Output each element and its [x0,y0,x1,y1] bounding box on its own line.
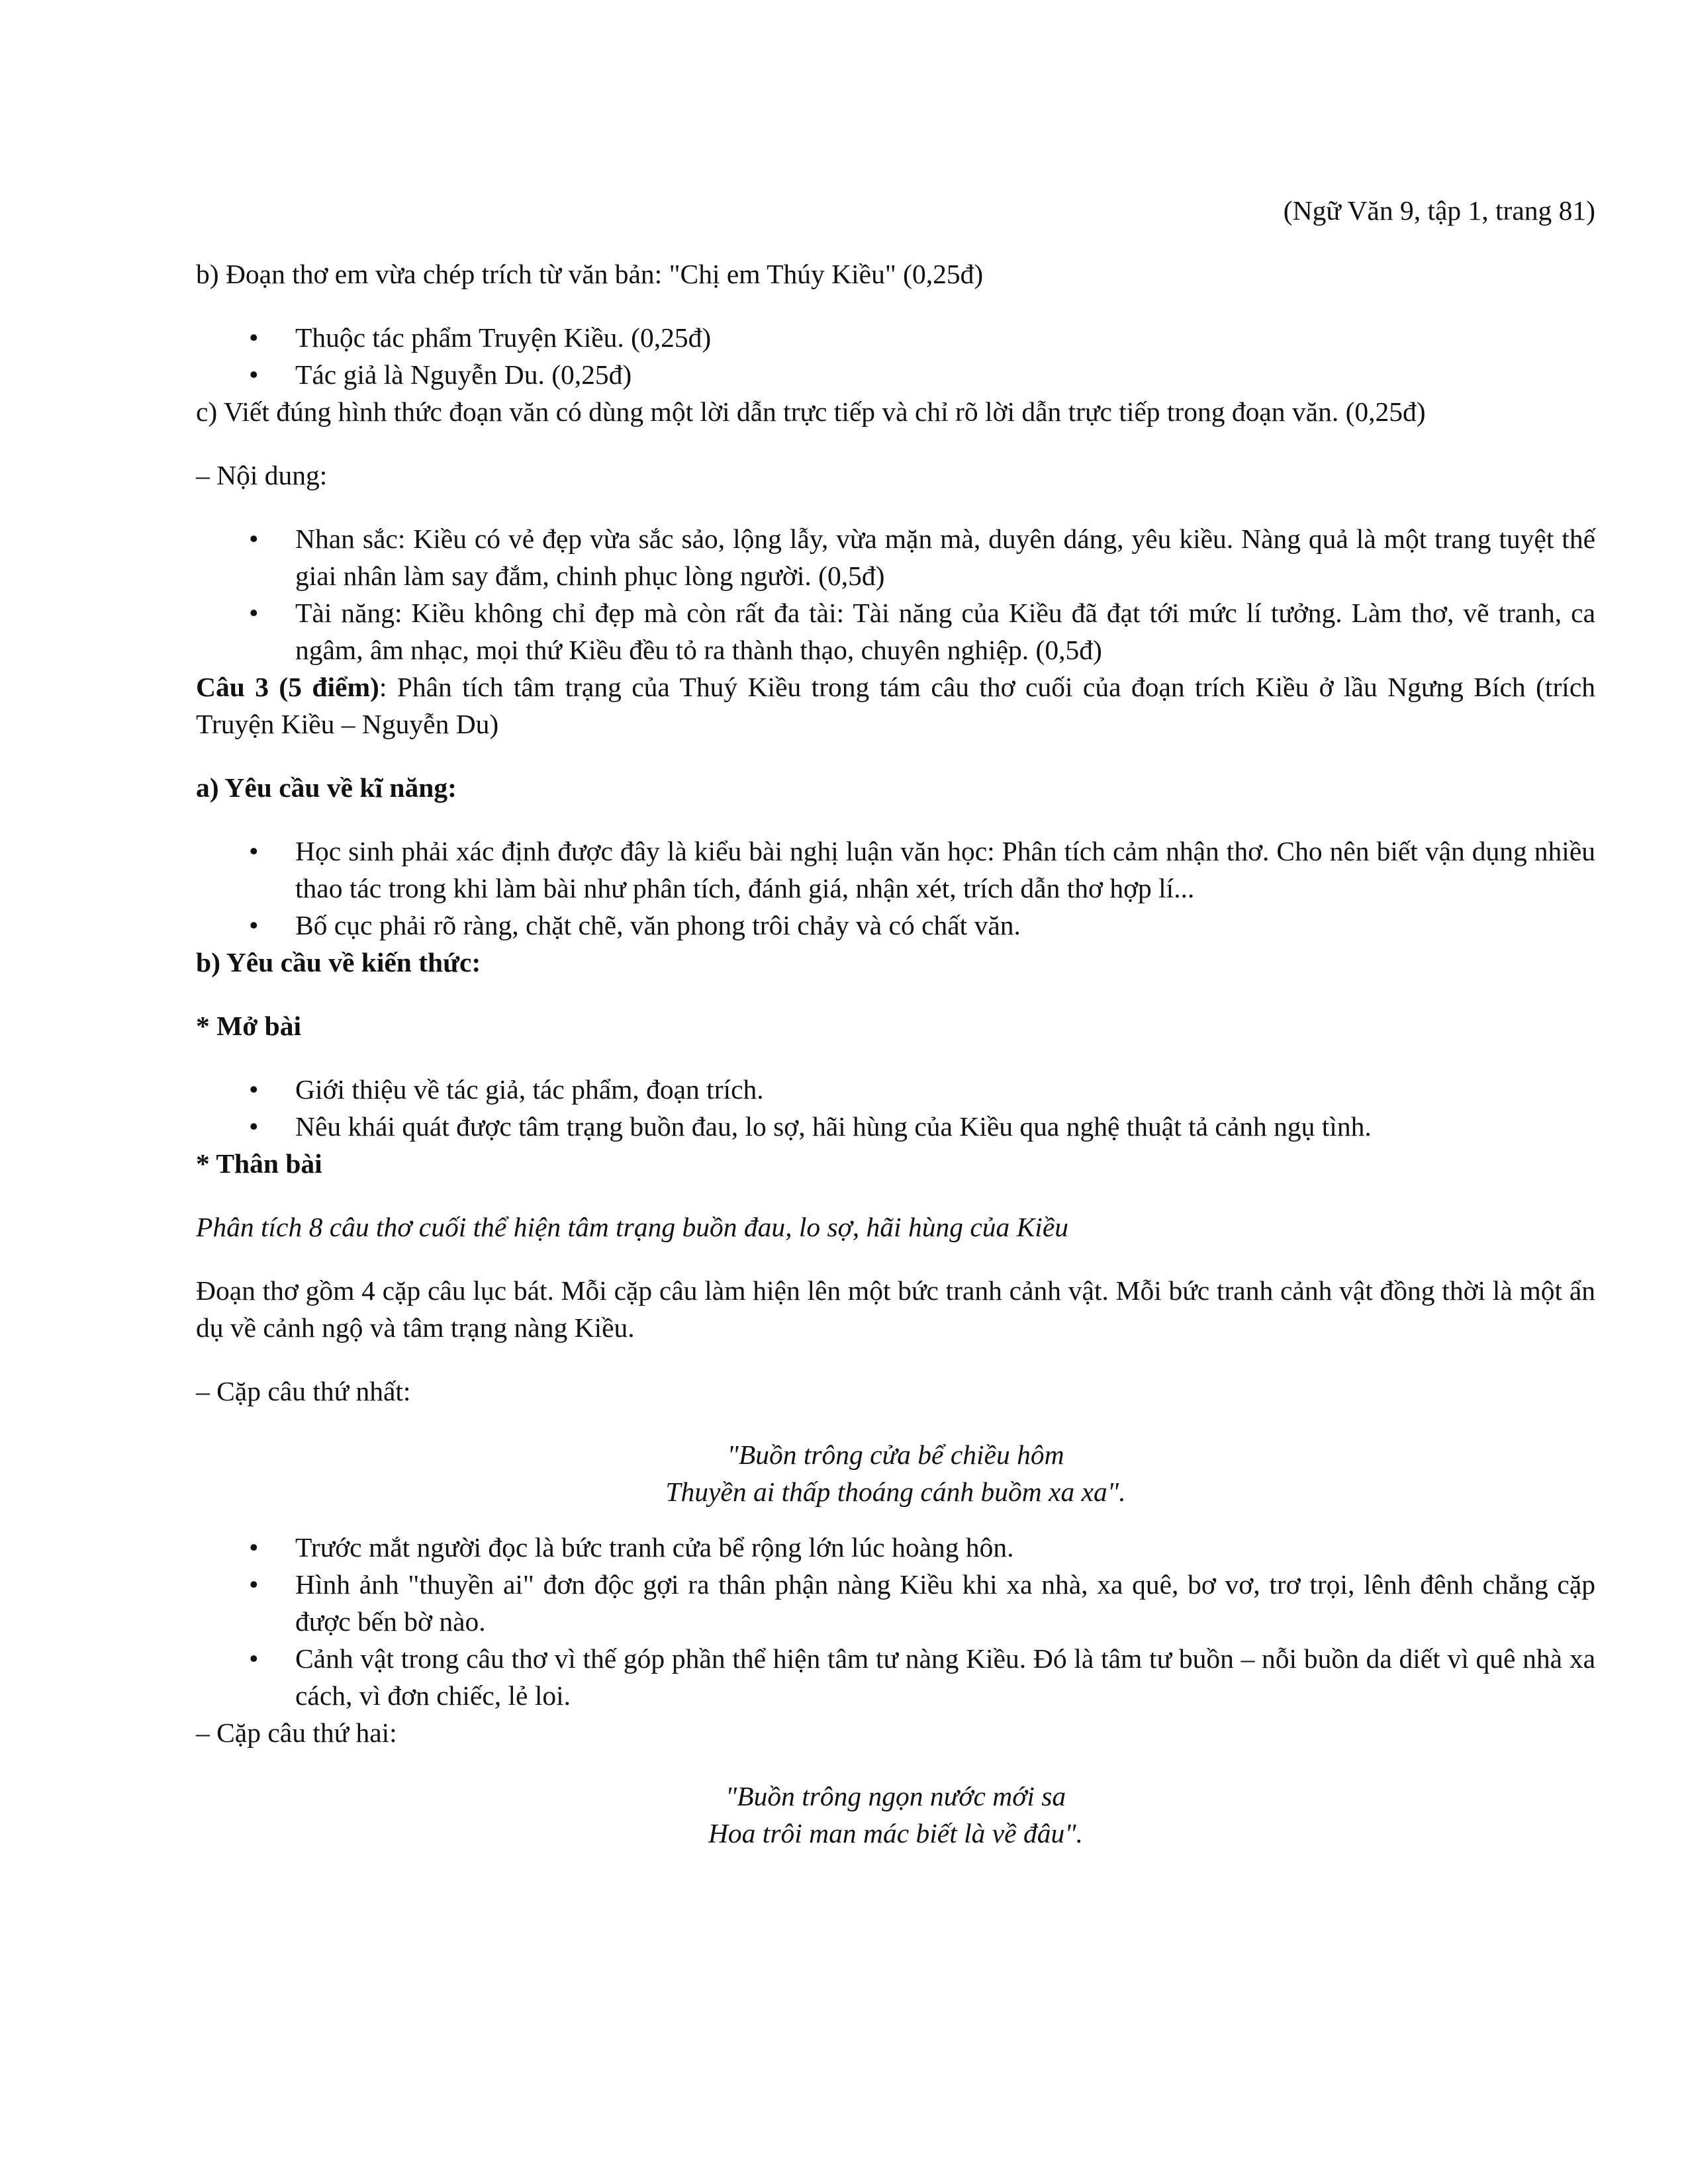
list-item: • Giới thiệu về tác giả, tác phẩm, đoạn trích. [196,1071,1595,1108]
question-3 [196,668,1595,743]
bullet-icon [249,1566,259,1603]
bullet-icon [249,907,259,944]
bullet-icon [249,833,259,870]
body-paragraph: Đoạn thơ gồm 4 cặp câu lục bát. Mỗi cặp câu làm hiện lên một bức tranh cảnh vật. Mỗi bức tranh cảnh vật đồng thời là một ẩn dụ về cảnh ngộ và tâm trạng nàng Kiều. [196,1275,1595,1343]
intro-list [196,1071,1595,1145]
list-item: • Cảnh vật trong câu thơ vì thế góp phần thể hiện tâm tư nàng Kiều. Đó là tâm tư buồn – nỗi buồn da diết vì quê nhà xa cách, vì đơn chiếc, lẻ loi. [196,1640,1595,1714]
question-3-label: Câu 3 (5 điểm) [196,672,379,702]
poem-line: "Buồn trông ngọn nước mới sa [725,1781,1066,1811]
bullet-icon [249,319,259,356]
skills-heading: a) Yêu cầu về kĩ năng: [196,772,457,803]
pair-1-poem [196,1436,1595,1510]
bullet-icon [249,356,259,393]
poem-line: Thuyền ai thấp thoáng cánh buồm xa xa". [665,1477,1126,1507]
list-item: • Nhan sắc: Kiều có vẻ đẹp vừa sắc sảo, lộng lẫy, vừa mặn mà, duyên dáng, yêu kiều. Nàng quả là một trang tuyệt thế giai nhân làm say đắm, chinh phục lòng người. (0,5đ) [196,520,1595,594]
body-subheading: Phân tích 8 câu thơ cuối thể hiện tâm trạng buồn đau, lo sợ, hãi hùng của Kiều [196,1212,1068,1242]
bullet-icon [249,1529,259,1566]
list-item: • Bố cục phải rõ ràng, chặt chẽ, văn phong trôi chảy và có chất văn. [196,907,1595,944]
poem-line: Hoa trôi man mác biết là về đâu". [708,1818,1084,1848]
bullet-icon [249,1108,259,1145]
list-item: • Hình ảnh "thuyền ai" đơn độc gợi ra thân phận nàng Kiều khi xa nhà, xa quê, bơ vơ, trơ trọi, lênh đênh chẳng cặp được bến bờ nào. [196,1566,1595,1640]
pair-1-list [196,1529,1595,1714]
part-b-list [196,319,1595,393]
source-reference: (Ngữ Văn 9, tập 1, trang 81) [1283,195,1595,226]
list-item: • Tác giả là Nguyễn Du. (0,25đ) [196,356,1595,393]
bullet-icon [249,1071,259,1108]
skills-list [196,833,1595,944]
list-item: • Học sinh phải xác định được đây là kiểu bài nghị luận văn học: Phân tích cảm nhận thơ. Cho nên biết vận dụng nhiều thao tác trong khi làm bài như phân tích, đánh giá, nhận xét, trích dẫn thơ hợp lí... [196,833,1595,907]
bullet-icon [249,1640,259,1677]
part-b-intro: b) Đoạn thơ em vừa chép trích từ văn bản: "Chị em Thúy Kiều" (0,25đ) [196,259,984,289]
question-3-text: : Phân tích tâm trạng của Thuý Kiều trong tám câu thơ cuối của đoạn trích Kiều ở lầu Ngưng Bích (trích Truyện Kiều – Nguyễn Du) [196,672,1595,739]
pair-2-label: – Cặp câu thứ hai: [196,1717,397,1748]
pair-1-label: – Cặp câu thứ nhất: [196,1376,411,1406]
pair-2-poem [196,1778,1595,1852]
bullet-icon [249,520,259,557]
poem-line: "Buồn trông cửa bể chiều hôm [727,1439,1064,1470]
list-item: • Thuộc tác phẩm Truyện Kiều. (0,25đ) [196,319,1595,356]
content-label: – Nội dung: [196,460,328,490]
knowledge-heading: b) Yêu cầu về kiến thức: [196,947,481,978]
bullet-icon [249,594,259,631]
list-item: • Trước mắt người đọc là bức tranh cửa bể rộng lớn lúc hoàng hôn. [196,1529,1595,1566]
document-page [196,192,1595,1852]
intro-heading: * Mở bài [196,1011,302,1041]
list-item: • Nêu khái quát được tâm trạng buồn đau, lo sợ, hãi hùng của Kiều qua nghệ thuật tả cảnh ngụ tình. [196,1108,1595,1145]
list-item: • Tài năng: Kiều không chỉ đẹp mà còn rất đa tài: Tài năng của Kiều đã đạt tới mức lí tưởng. Làm thơ, vẽ tranh, ca ngâm, âm nhạc, mọi thứ Kiều đều tỏ ra thành thạo, chuyên nghiệp. (0,5đ) [196,594,1595,668]
part-c-intro: c) Viết đúng hình thức đoạn văn có dùng một lời dẫn trực tiếp và chỉ rõ lời dẫn trực tiếp trong đoạn văn. (0,25đ) [196,396,1426,427]
body-heading: * Thân bài [196,1148,322,1179]
content-list [196,520,1595,668]
